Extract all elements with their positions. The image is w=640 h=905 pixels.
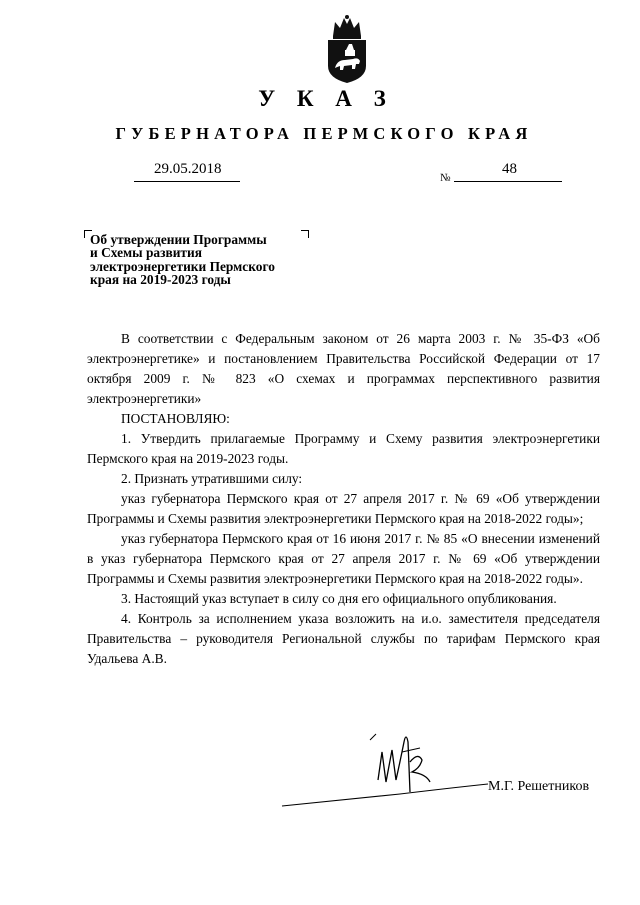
document-title: У К А З	[258, 86, 394, 111]
signatory-name: М.Г. Решетников	[488, 779, 590, 794]
heading-line: электроэнергетики Пермского	[90, 258, 275, 274]
preamble-paragraph: В соответствии с Федеральным законом от 26 марта 2003 г. № 35-ФЗ «Об электроэнергетике» и постановлением Правительства Российской Федерации от 17 октября 2009 г. № 823 «О схемах и программах перспективного развития электроэнергетики»	[87, 331, 600, 406]
document-date: 29.05.2018	[154, 161, 222, 177]
heading-line: и Схемы развития	[90, 245, 202, 261]
heading-line: края на 2019-2023 годы	[90, 272, 231, 288]
decree-keyword: ПОСТАНОВЛЯЮ:	[121, 411, 230, 426]
clause-2-item-1: указ губернатора Пермского края от 27 апреля 2017 г. № 69 «Об утверждении Программы и Схемы развития электроэнергетики Пермского края на 2018-2022 годы»;	[87, 491, 600, 526]
heading-line: Об утверждении Программы	[90, 232, 267, 247]
document-number: 48	[502, 161, 517, 177]
clause-2: 2. Признать утратившими силу:	[121, 471, 303, 486]
clause-3: 3. Настоящий указ вступает в силу со дня его официального опубликования.	[121, 591, 557, 606]
issuer-subtitle: ГУБЕРНАТОРА ПЕРМСКОГО КРАЯ	[115, 124, 533, 143]
document-heading	[90, 233, 320, 287]
number-underline	[454, 181, 562, 182]
handwritten-signature-icon	[280, 722, 500, 812]
clause-4: 4. Контроль за исполнением указа возложить на и.о. заместителя председателя Правительства – руководителя Региональной службы по тарифам Пермского края Удальева А.В.	[87, 611, 600, 666]
clause-1: 1. Утвердить прилагаемые Программу и Схему развития электроэнергетики Пермского края на 2019-2023 годы.	[87, 431, 600, 466]
document-body	[87, 329, 600, 669]
date-underline	[134, 181, 240, 182]
number-label: №	[440, 172, 451, 184]
clause-2-item-2: указ губернатора Пермского края от 16 июня 2017 г. № 85 «О внесении изменений в указ губернатора Пермского края от 27 апреля 2017 г. № 69 «Об утверждении Программы и Схемы развития электроэнергетики Пермского края на 2018-2022 годы».	[87, 531, 600, 586]
coat-of-arms-icon	[325, 14, 369, 84]
